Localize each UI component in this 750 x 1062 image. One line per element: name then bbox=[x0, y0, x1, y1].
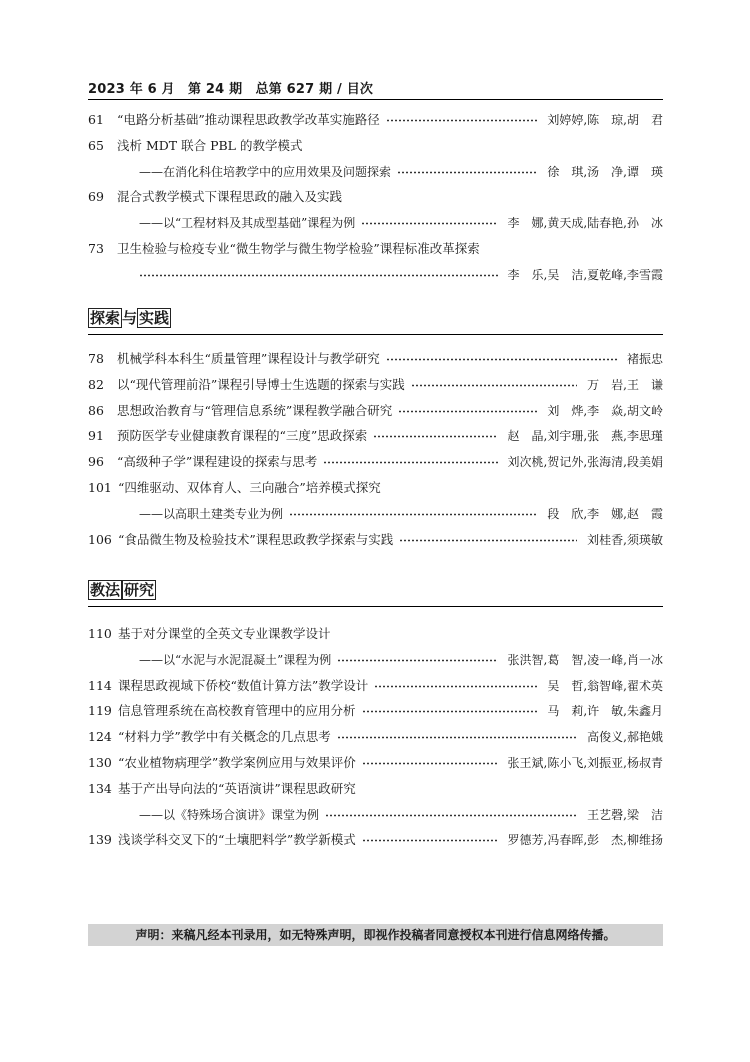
toc-entry bbox=[88, 650, 663, 670]
article-title: ——以“工程材料及其成型基础”课程为例 bbox=[139, 216, 356, 231]
leader-dots bbox=[361, 222, 498, 225]
article-authors: 刘桂香,须瑛敏 bbox=[587, 532, 663, 547]
copyright-notice: 声明：来稿凡经本刊录用，如无特殊声明，即视作投稿者同意授权本刊进行信息网络传播。 bbox=[88, 924, 663, 946]
toc-entry bbox=[88, 805, 663, 825]
toc-entry bbox=[88, 478, 663, 498]
leader-dots bbox=[411, 384, 577, 387]
article-authors: 马 莉,许 敏,朱鑫月 bbox=[547, 704, 663, 719]
article-title: 浅析 MDT 联合 PBL 的教学模式 bbox=[117, 137, 303, 153]
toc-entry bbox=[88, 452, 663, 472]
leader-dots bbox=[374, 685, 537, 688]
toc-entry bbox=[88, 162, 663, 182]
article-title: “材料力学”教学中有关概念的几点思考 bbox=[118, 729, 331, 745]
leader-dots bbox=[337, 659, 498, 662]
page-number: 91 bbox=[88, 428, 104, 444]
leader-dots bbox=[325, 814, 577, 817]
leader-dots bbox=[386, 119, 537, 122]
article-title: 混合式教学模式下课程思政的融入及实践 bbox=[117, 189, 343, 205]
article-authors: 段 欣,李 娜,赵 霞 bbox=[547, 506, 663, 521]
article-title: 思想政治教育与“管理信息系统”课程教学融合研究 bbox=[117, 402, 393, 418]
section-heading-part: 研究 bbox=[124, 581, 155, 599]
article-title: 课程思政视域下侨校“数值计算方法”教学设计 bbox=[118, 677, 369, 693]
toc-entry bbox=[88, 727, 663, 747]
toc-entry bbox=[88, 530, 663, 550]
section-heading-part: 与 bbox=[122, 309, 138, 327]
article-title: 卫生检验与检疫专业“微生物学与微生物学检验”课程标准改革探索 bbox=[117, 241, 480, 256]
article-authors: 刘 烨,李 焱,胡文岭 bbox=[547, 403, 663, 418]
article-authors: 张王斌,陈小飞,刘振亚,杨叔青 bbox=[507, 756, 663, 770]
toc-entry bbox=[88, 110, 663, 130]
leader-dots bbox=[398, 410, 537, 413]
toc-entry bbox=[88, 213, 663, 233]
header-rule bbox=[88, 99, 663, 100]
section-heading-methods bbox=[88, 580, 156, 600]
article-authors: 徐 琪,汤 净,谭 瑛 bbox=[547, 164, 663, 179]
toc-entry bbox=[88, 375, 663, 395]
toc-entry bbox=[88, 779, 663, 799]
section-heading-practice bbox=[88, 308, 171, 328]
article-title: ——以“水泥与水泥混凝土”课程为例 bbox=[139, 652, 332, 667]
page-number: 110 bbox=[88, 626, 112, 641]
toc-entry bbox=[88, 701, 663, 721]
page-number: 134 bbox=[88, 780, 112, 796]
leader-dots bbox=[362, 710, 537, 713]
article-title: 机械学科本科生“质量管理”课程设计与教学研究 bbox=[117, 351, 380, 366]
article-title: 信息管理系统在高校教育管理中的应用分析 bbox=[118, 703, 356, 719]
page-number: 96 bbox=[88, 454, 104, 470]
article-title: “电路分析基础”推动课程思政教学改革实施路径 bbox=[117, 112, 380, 127]
article-title: 预防医学专业健康教育课程的“三度”思政探索 bbox=[117, 428, 368, 444]
section-heading-part: 探索 bbox=[90, 309, 121, 327]
issue-header: 2023 年 6 月 第 24 期 总第 627 期 / 目次 bbox=[88, 82, 374, 97]
page-number: 139 bbox=[88, 832, 112, 848]
toc-entry bbox=[88, 265, 663, 285]
toc-entry bbox=[88, 676, 663, 696]
article-title: ——以高职土建类专业为例 bbox=[139, 506, 284, 521]
article-authors: 褚振忠 bbox=[626, 352, 663, 366]
section-rule bbox=[88, 606, 663, 607]
page-number: 65 bbox=[88, 137, 104, 153]
article-title: “四维驱动、双体育人、三向融合”培养模式探究 bbox=[118, 480, 381, 495]
page-number: 69 bbox=[88, 189, 104, 205]
article-title: “食品微生物及检验技术”课程思政教学探索与实践 bbox=[118, 531, 394, 547]
toc-entry bbox=[88, 136, 663, 156]
page-number: 106 bbox=[88, 531, 112, 547]
leader-dots bbox=[323, 461, 498, 464]
page-number: 78 bbox=[88, 351, 104, 366]
article-authors: 赵 晶,刘宇珊,张 燕,李思瑾 bbox=[507, 429, 663, 444]
article-title: ——在消化科住培教学中的应用效果及问题探索 bbox=[139, 164, 392, 179]
page-number: 114 bbox=[88, 677, 112, 693]
leader-dots bbox=[399, 539, 577, 542]
article-authors: 刘次桃,贺记外,张海清,段美娟 bbox=[507, 455, 663, 470]
page-number: 82 bbox=[88, 376, 104, 392]
article-authors: 吴 哲,翁智峰,翟术英 bbox=[547, 678, 663, 693]
leader-dots bbox=[362, 839, 498, 842]
page-number: 61 bbox=[88, 112, 104, 127]
leader-dots bbox=[337, 736, 577, 739]
article-title: 基于产出导向法的“英语演讲”课程思政研究 bbox=[118, 780, 356, 796]
page-number: 73 bbox=[88, 241, 104, 256]
toc-entry bbox=[88, 426, 663, 446]
toc-entry bbox=[88, 239, 663, 259]
article-authors: 张洪智,葛 智,凌一峰,肖一冰 bbox=[507, 652, 663, 667]
page-number: 130 bbox=[88, 755, 112, 770]
article-authors: 刘婷婷,陈 琼,胡 君 bbox=[547, 113, 663, 127]
article-authors: 万 岩,王 谦 bbox=[587, 377, 663, 392]
toc-entry bbox=[88, 753, 663, 773]
article-authors: 王艺磬,梁 洁 bbox=[587, 807, 663, 822]
article-authors: 高俊义,郝艳娥 bbox=[587, 730, 663, 745]
article-title: “农业植物病理学”教学案例应用与效果评价 bbox=[118, 755, 356, 770]
article-title: 浅谈学科交叉下的“土壤肥料学”教学新模式 bbox=[118, 832, 356, 848]
article-authors: 李 娜,黄天成,陆春艳,孙 冰 bbox=[507, 216, 663, 231]
article-title: “高级种子学”课程建设的探索与思考 bbox=[117, 454, 318, 470]
leader-dots bbox=[386, 358, 617, 361]
toc-entry bbox=[88, 504, 663, 524]
toc-entry bbox=[88, 830, 663, 850]
article-title: 基于对分课堂的全英文专业课教学设计 bbox=[118, 626, 331, 641]
toc-entry bbox=[88, 401, 663, 421]
page-number: 101 bbox=[88, 480, 112, 495]
leader-dots bbox=[362, 762, 498, 765]
article-title: 以“现代管理前沿”课程引导博士生选题的探索与实践 bbox=[117, 376, 405, 392]
article-authors: 罗德芳,冯春晖,彭 杰,柳维扬 bbox=[507, 833, 663, 848]
leader-dots bbox=[397, 171, 537, 174]
section-heading-part: 教法 bbox=[90, 581, 121, 599]
leader-dots bbox=[139, 274, 498, 277]
article-authors: 李 乐,吴 洁,夏乾峰,李雪霞 bbox=[507, 267, 663, 282]
toc-entry bbox=[88, 349, 663, 369]
leader-dots bbox=[289, 513, 537, 516]
section-rule bbox=[88, 334, 663, 335]
section-heading-part: 实践 bbox=[139, 309, 170, 327]
leader-dots bbox=[373, 435, 498, 438]
toc-entry bbox=[88, 624, 663, 644]
toc-entry bbox=[88, 187, 663, 207]
page-number: 119 bbox=[88, 703, 112, 719]
page-number: 86 bbox=[88, 402, 104, 418]
article-title: ——以《特殊场合演讲》课堂为例 bbox=[139, 807, 320, 822]
page-number: 124 bbox=[88, 729, 112, 745]
